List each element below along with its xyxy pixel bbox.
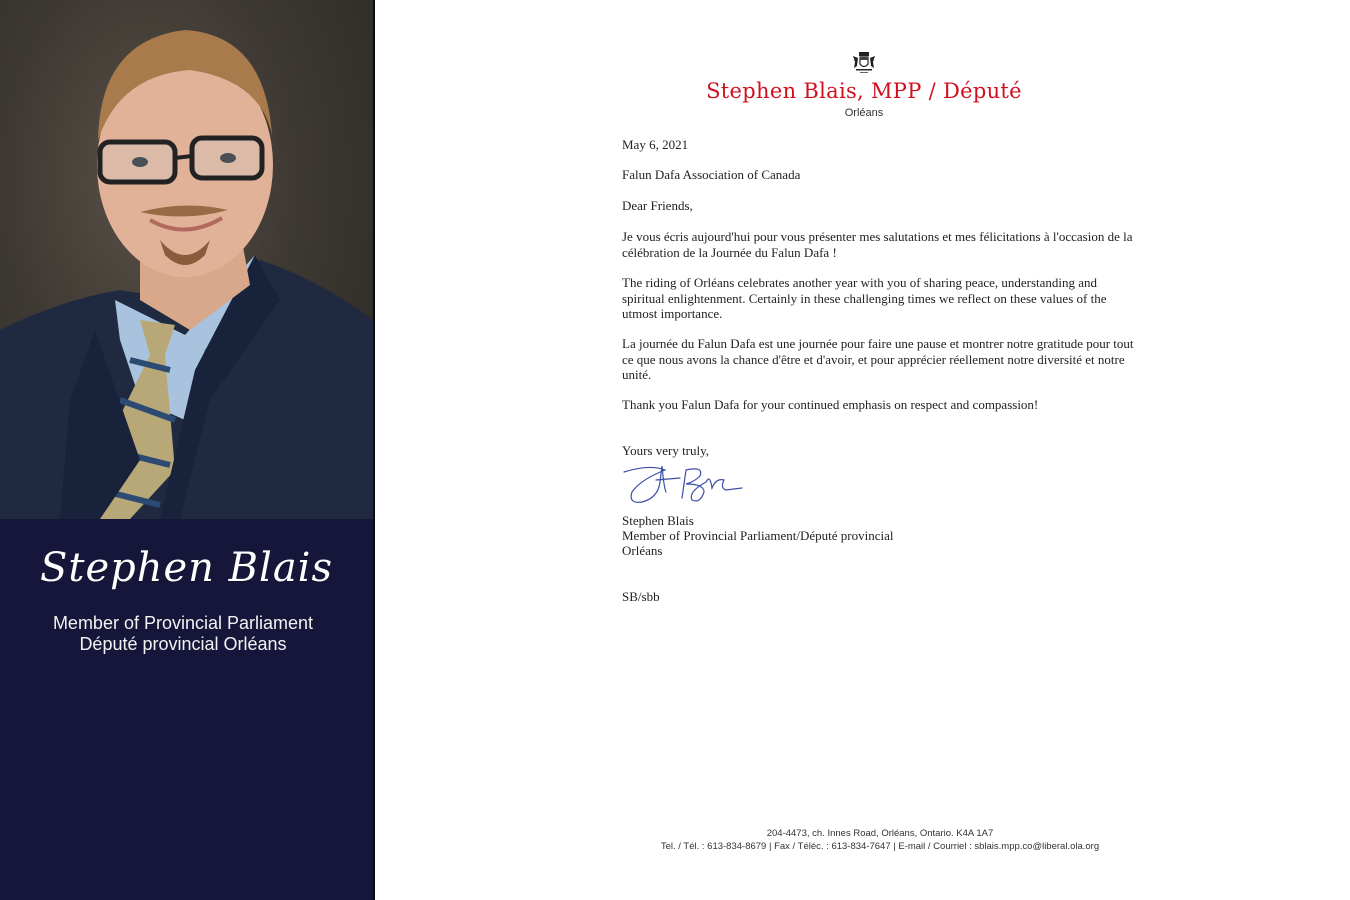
letter-closing: Yours very truly,	[622, 443, 710, 458]
panel-title-en: Member of Provincial Parliament	[52, 613, 314, 633]
profile-panel	[0, 0, 373, 900]
handwritten-signature	[620, 462, 750, 510]
footer-contact: Tel. / Tél. : 613-834-8679 | Fax / Téléc. : 613-834-7647 | E-mail / Courriel : sblais.mpp.co@liberal.ola.org	[660, 841, 1100, 852]
letter-date: May 6, 2021	[622, 137, 689, 152]
letter-recipient: Falun Dafa Association of Canada	[622, 167, 801, 182]
letter-paragraph: La journée du Falun Dafa est une journée pour faire une pause et montrer notre gratitude pour tout ce que nous avons la chance d'être et d'avoir, et pour apprécier réellement notre diversité et notre unité.	[622, 336, 1134, 382]
letter-salutation: Dear Friends,	[622, 198, 693, 213]
footer-address: 204-4473, ch. Innes Road, Orléans, Ontario. K4A 1A7	[766, 828, 994, 839]
letterhead-name: Stephen Blais, MPP / Député	[706, 79, 1022, 103]
script-name: Stephen Blais	[39, 545, 334, 591]
signer-title: Member of Provincial Parliament/Député provincial	[622, 528, 894, 543]
portrait-photo	[0, 0, 373, 519]
letter-paragraph: The riding of Orléans celebrates another year with you of sharing peace, understanding and spiritual enlightenment. Certainly in these challenging times we reflect on these values of the utmost importance.	[622, 275, 1107, 321]
letter-reference: SB/sbb	[622, 589, 660, 604]
letter-paragraph: Je vous écris aujourd'hui pour vous présenter mes salutations et mes félicitations à l'occasion de la célébration de la Journée du Falun Dafa !	[622, 229, 1133, 260]
ontario-coat-of-arms-icon	[851, 50, 877, 74]
signer-name: Stephen Blais	[622, 513, 694, 528]
signer-riding: Orléans	[622, 543, 663, 558]
letterhead-riding: Orléans	[844, 107, 884, 119]
panel-title-fr: Député provincial Orléans	[79, 634, 287, 654]
portrait-illustration	[0, 0, 373, 519]
letter-paragraph: Thank you Falun Dafa for your continued emphasis on respect and compassion!	[622, 397, 1039, 412]
